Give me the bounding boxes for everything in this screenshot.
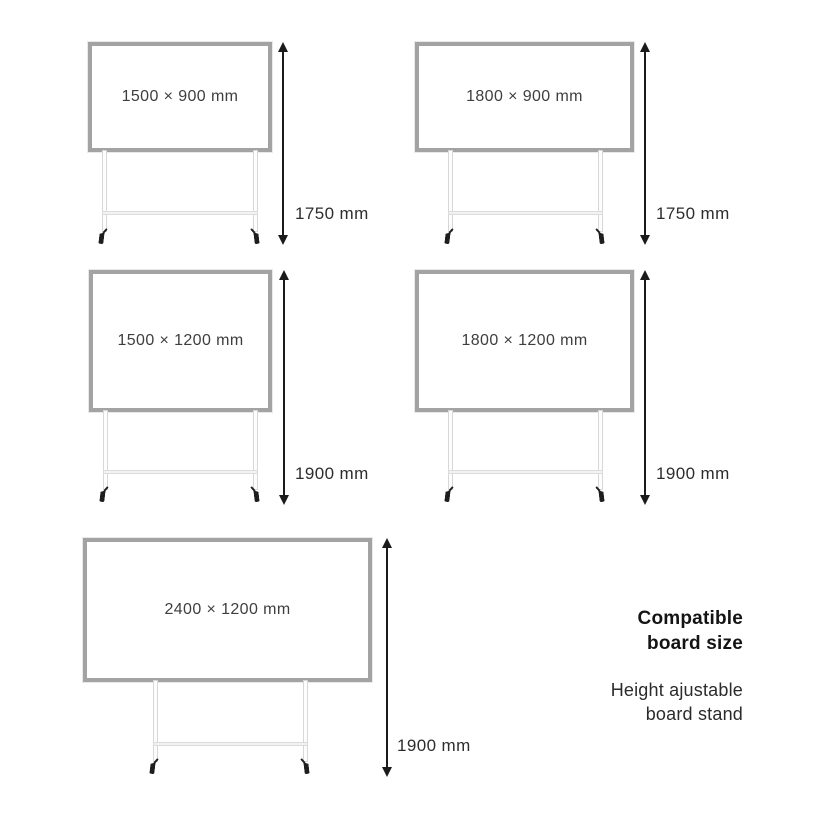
board-figure-1800x900 [415,42,634,246]
board-size-label: 1800 × 1200 mm [461,332,588,349]
stand-leg-right [303,680,308,762]
board-figure-1800x1200 [415,270,634,503]
board-outline [88,42,272,152]
stand-leg-left [448,150,453,232]
caster-wheel-left [443,228,454,244]
board-size-label: 2400 × 1200 mm [164,601,291,618]
height-label: 1900 mm [295,464,369,483]
stand-crossbar [153,742,308,746]
note-subtitle-line1: Height ajustable [610,680,743,700]
note-subtitle-line2: board stand [645,704,743,724]
height-label: 1750 mm [295,204,369,223]
stand-crossbar [448,470,603,474]
stand-leg-right [253,150,258,232]
note-block [540,606,743,726]
note-title-line1: Compatible [637,608,743,629]
board-size-label: 1500 × 1200 mm [117,332,244,349]
stand-crossbar [103,470,258,474]
stand-leg-left [448,410,453,490]
board-figure-2400x1200 [83,538,372,777]
caster-wheel-right [595,228,606,244]
height-label: 1900 mm [397,736,471,755]
caster-wheel-right [300,758,311,774]
board-figure-1500x900 [88,42,272,246]
stand-leg-right [598,410,603,490]
board-size-label: 1500 × 900 mm [121,88,239,105]
board-size-label: 1800 × 900 mm [466,88,583,105]
height-label: 1900 mm [656,464,730,483]
height-arrow [277,42,289,245]
stand-leg-right [598,150,603,232]
stand-leg-left [102,150,107,232]
board-figure-1500x1200 [89,270,272,503]
board-outline [415,270,634,412]
caster-wheel-left [443,486,454,502]
stand-crossbar [448,211,603,215]
stand-crossbar [102,211,258,215]
note-title [540,606,743,656]
height-label: 1750 mm [656,204,730,223]
stand-leg-left [153,680,158,762]
note-title-line2: board size [647,633,743,654]
board-outline [415,42,634,152]
height-arrow [278,270,290,505]
caster-wheel-left [98,486,109,502]
caster-wheel-left [148,758,159,774]
stand-leg-left [103,410,108,490]
stand-leg-right [253,410,258,490]
caster-wheel-right [250,486,261,502]
caster-wheel-right [250,228,261,244]
caster-wheel-left [97,228,108,244]
board-outline [89,270,272,412]
note-subtitle [540,678,743,726]
caster-wheel-right [595,486,606,502]
height-arrow [639,270,651,505]
height-arrow [639,42,651,245]
height-arrow [381,538,393,777]
board-outline [83,538,372,682]
